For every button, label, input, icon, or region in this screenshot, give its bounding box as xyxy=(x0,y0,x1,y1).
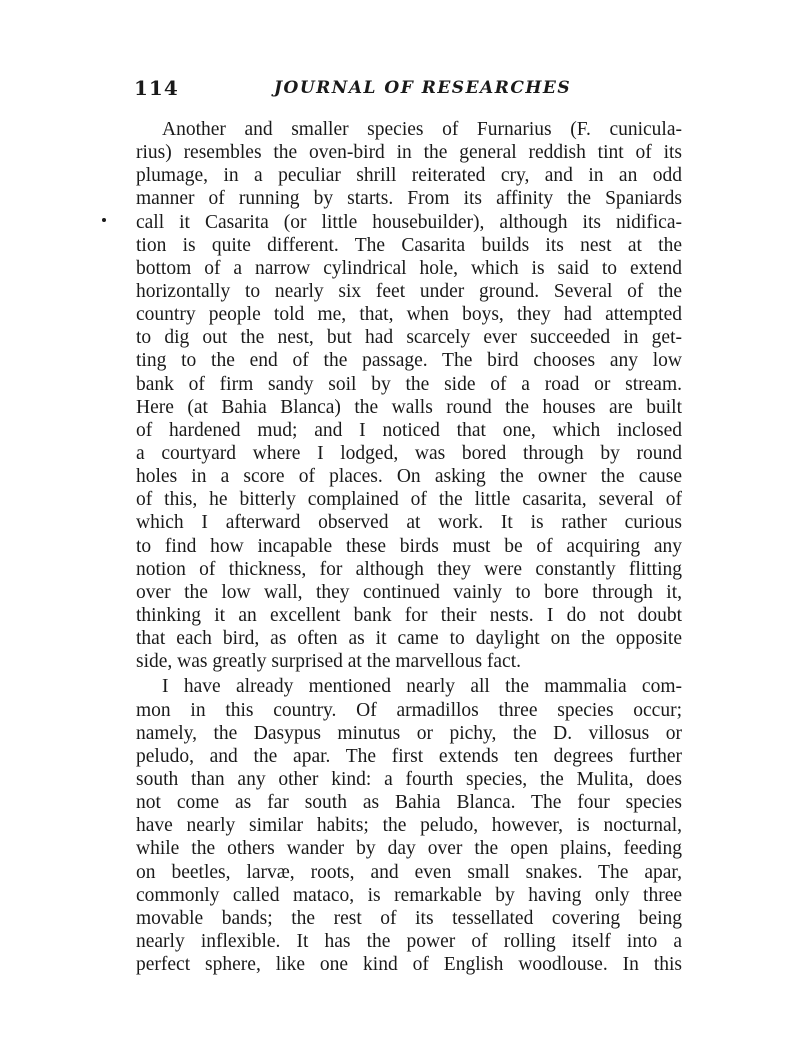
text-line: horizontally to nearly six feet under ground. Several of the xyxy=(136,280,682,302)
text-line: not come as far south as Bahia Blanca. The four species xyxy=(136,792,682,814)
running-head xyxy=(134,76,680,106)
text-line: over the low wall, they continued vainly to bore through it, xyxy=(136,581,682,603)
text-line: holes in a score of places. On asking the owner the cause xyxy=(136,466,682,488)
text-line: to find how incapable these birds must be of acquiring any xyxy=(136,535,682,557)
text-line: of this, he bitterly complained of the little casarita, several of xyxy=(136,489,682,511)
paragraph-casarita xyxy=(136,118,682,673)
body-text xyxy=(136,118,682,976)
text-line: thinking it an excellent bank for their nests. I do not doubt xyxy=(136,604,682,626)
text-line: bottom of a narrow cylindrical hole, which is said to extend xyxy=(136,257,682,279)
paragraph-armadillos xyxy=(136,675,682,976)
page-number: 114 xyxy=(134,76,179,100)
text-line: tion is quite different. The Casarita builds its nest at the xyxy=(136,234,682,256)
text-line: notion of thickness, for although they were constantly flitting xyxy=(136,558,682,580)
text-line: country people told me, that, when boys, they had attempted xyxy=(136,304,682,326)
text-line: manner of running by starts. From its affinity the Spaniards xyxy=(136,188,682,210)
text-line: a courtyard where I lodged, was bored through by round xyxy=(136,442,682,464)
text-line: peludo, and the apar. The first extends ten degrees further xyxy=(136,745,682,767)
text-line: on beetles, larvæ, roots, and even small snakes. The apar, xyxy=(136,861,682,883)
text-line: which I afterward observed at work. It is rather curious xyxy=(136,512,682,534)
text-line: south than any other kind: a fourth species, the Mulita, does xyxy=(136,768,682,790)
text-line: side, was greatly surprised at the marvellous fact. xyxy=(136,651,522,673)
text-line: plumage, in a peculiar shrill reiterated cry, and in an odd xyxy=(136,165,682,187)
text-line: that each bird, as often as it came to daylight on the opposite xyxy=(136,628,682,650)
text-line: while the others wander by day over the open plains, feeding xyxy=(136,838,682,860)
text-line: Here (at Bahia Blanca) the walls round the houses are built xyxy=(136,396,682,418)
text-line: perfect sphere, like one kind of English woodlouse. In this xyxy=(136,954,682,976)
margin-mark xyxy=(102,218,106,222)
text-line: rius) resembles the oven-bird in the general reddish tint of its xyxy=(136,142,682,164)
text-line: mon in this country. Of armadillos three species occur; xyxy=(136,699,682,721)
text-line: movable bands; the rest of its tessellated covering being xyxy=(136,907,682,929)
text-line: Another and smaller species of Furnarius (F. cunicula- xyxy=(162,119,682,140)
text-line: namely, the Dasypus minutus or pichy, the D. villosus or xyxy=(136,722,682,744)
text-line: nearly inflexible. It has the power of rolling itself into a xyxy=(136,930,682,952)
running-title: JOURNAL OF RESEARCHES xyxy=(274,78,572,98)
text-line: I have already mentioned nearly all the mammalia com- xyxy=(162,676,682,698)
text-line: bank of firm sandy soil by the side of a road or stream. xyxy=(136,373,682,395)
text-line: call it Casarita (or little housebuilder), although its nidifica- xyxy=(136,211,682,233)
text-line: have nearly similar habits; the peludo, however, is nocturnal, xyxy=(136,815,682,837)
text-line: commonly called mataco, is remarkable by having only three xyxy=(136,884,682,906)
text-line: of hardened mud; and I noticed that one, which inclosed xyxy=(136,419,682,441)
text-line: to dig out the nest, but had scarcely ever succeeded in get- xyxy=(136,327,682,349)
text-line: ting to the end of the passage. The bird chooses any low xyxy=(136,350,682,372)
